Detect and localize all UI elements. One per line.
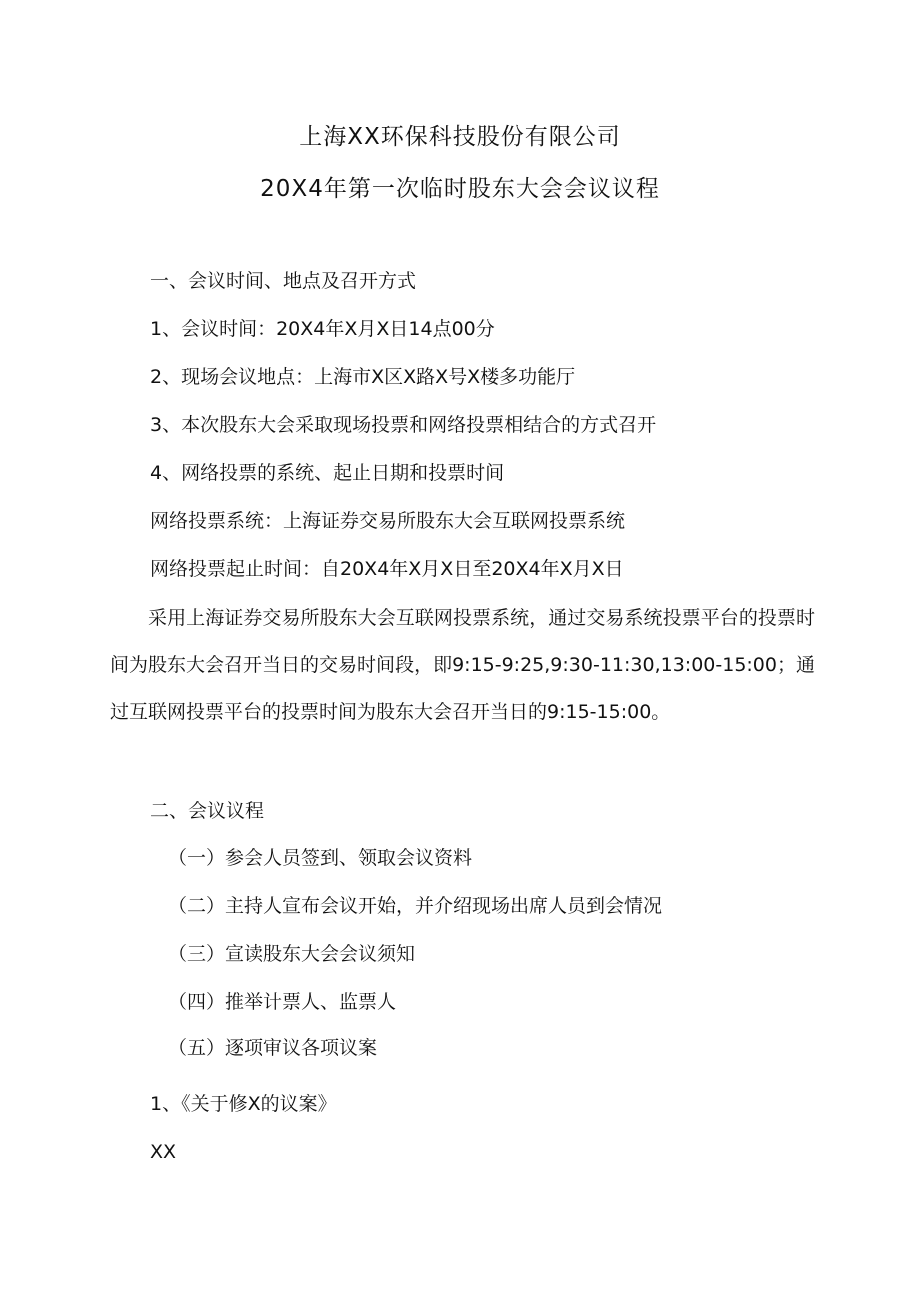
meeting-time: 1、会议时间：20X4年X月X日14点00分 (150, 318, 495, 340)
agenda-step: （三）宣读股东大会会议须知 (168, 943, 416, 965)
voting-time-text: 采用上海证券交易所股东大会互联网投票系统，通过交易系统投票平台的投票时间为股东大会召开当日的交易时间段，即9:15-9:25,9:30-11:30,13:00-15:00；通过互联网投票平台的投票时间为股东大会召开当日的9:15-15:00。 (110, 607, 815, 723)
voting-system: 网络投票系统：上海证券交易所股东大会互联网投票系统 (150, 510, 626, 532)
agenda-step: （一）参会人员签到、领取会议资料 (168, 847, 473, 869)
meeting-method: 3、本次股东大会采取现场投票和网络投票相结合的方式召开 (150, 414, 657, 436)
proposal-item: 1、《关于修X的议案》 (150, 1093, 337, 1115)
voting-period: 网络投票起止时间：自20X4年X月X日至20X4年X月X日 (150, 558, 624, 580)
meeting-title: 20X4年第一次临时股东大会会议议程 (260, 176, 660, 202)
company-title: 上海XX环保科技股份有限公司 (299, 124, 621, 150)
section2-heading: 二、会议议程 (150, 800, 265, 822)
meeting-location: 2、现场会议地点：上海市X区X路X号X楼多功能厅 (150, 366, 576, 388)
agenda-step: （五）逐项审议各项议案 (168, 1037, 378, 1059)
agenda-step: （四）推举计票人、监票人 (168, 991, 397, 1013)
proposal-placeholder: XX (150, 1141, 177, 1163)
section1-heading: 一、会议时间、地点及召开方式 (150, 270, 417, 292)
agenda-step: （二）主持人宣布会议开始，并介绍现场出席人员到会情况 (168, 895, 663, 917)
voting-info-heading: 4、网络投票的系统、起止日期和投票时间 (150, 462, 505, 484)
voting-time-paragraph (110, 595, 815, 736)
